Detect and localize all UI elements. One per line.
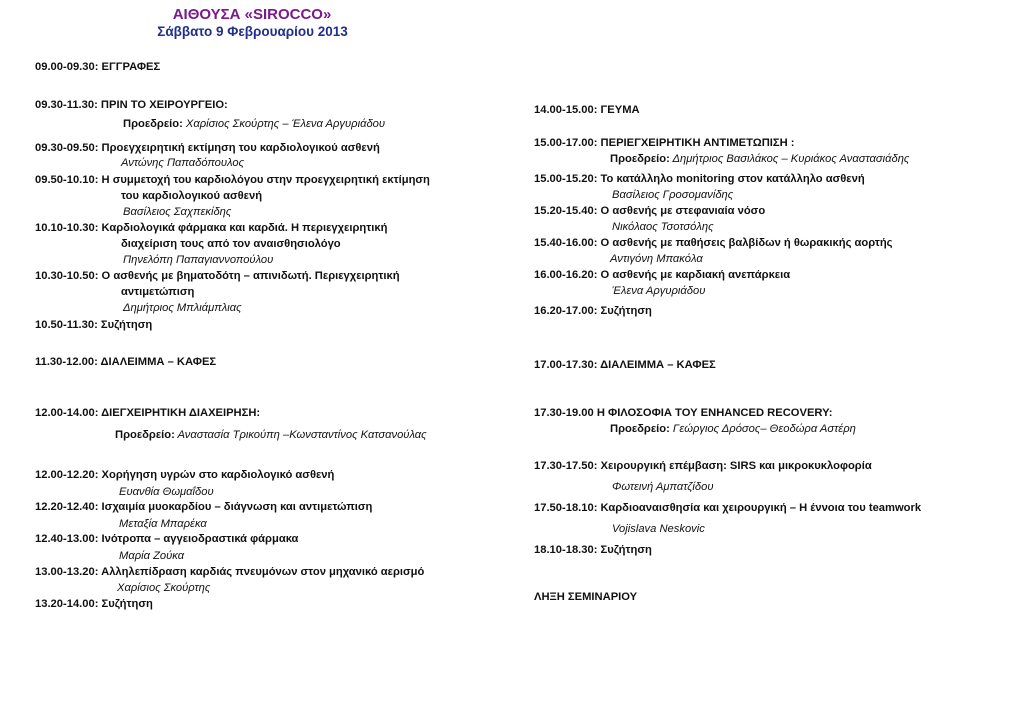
speaker-name: Ευανθία Θωμαΐδου [119,486,214,498]
chairs-names: Δημήτριος Βασιλάκος – Κυριάκος Αναστασιάδης [669,153,910,165]
session-line: 16.00-16.20: Ο ασθενής με καρδιακή ανεπάρκεια [534,269,791,281]
chairs-line [610,422,856,437]
session-line: 09.30-11.30: ΠΡΙΝ ΤΟ ΧΕΙΡΟΥΡΓΕΙΟ: [35,99,228,111]
hall-title: ΑΙΘΟΥΣΑ «SIROCCO» [172,6,332,23]
chairs-names: Χαρίσιος Σκούρτης – Έλενα Αργυριάδου [182,118,386,130]
chairs-line [610,152,909,167]
session-line: 17.30-17.50: Χειρουργική επέμβαση: SIRS και μικροκυκλοφορία [534,460,872,472]
session-line: 12.20-12.40: Ισχαιμία μυοκαρδίου – διάγνωση και αντιμετώπιση [35,501,373,513]
session-line: ΛΗΞΗ ΣΕΜΙΝΑΡΙΟΥ [534,591,638,603]
chairs-label: Προεδρείο: [610,423,670,435]
session-line: 13.00-13.20: Αλληλεπίδραση καρδιάς πνευμόνων στον μηχανικό αερισμό [35,566,425,578]
session-line: 16.20-17.00: Συζήτηση [534,305,652,317]
session-line: 18.10-18.30: Συζήτηση [534,544,652,556]
session-line: 17.50-18.10: Καρδιοαναισθησία και χειρουργική – Η έννοια του teamwork [534,502,922,514]
session-line: 09.00-09.30: ΕΓΓΡΑΦΕΣ [35,61,161,73]
chairs-label: Προεδρείο: [123,118,183,130]
session-line: 17.30-19.00 Η ΦΙΛΟΣΟΦΙΑ ΤΟΥ ENHANCED RECOVERY: [534,407,833,419]
session-line: αντιμετώπιση [121,286,195,298]
speaker-name: Αντώνης Παπαδόπουλος [121,157,245,169]
session-line: 15.20-15.40: Ο ασθενής με στεφανιαία νόσο [534,205,766,217]
session-line: διαχείριση τους από τον αναισθησιολόγο [121,238,341,250]
speaker-name: Έλενα Αργυριάδου [612,285,706,297]
session-line: 09.30-09.50: Προεγχειρητική εκτίμηση του καρδιολογικού ασθενή [35,142,380,154]
chairs-label: Προεδρείο: [115,429,175,441]
speaker-name: Χαρίσιος Σκούρτης [117,582,211,594]
chairs-label: Προεδρείο: [610,153,670,165]
session-line: 13.20-14.00: Συζήτηση [35,598,153,610]
session-line: 10.10-10.30: Καρδιολογικά φάρμακα και καρδιά. Η περιεγχειρητική [35,222,388,234]
speaker-name: Βασίλειος Γροσομανίδης [612,189,734,201]
speaker-name: Μεταξία Μπαρέκα [119,518,207,530]
session-line: 12.00-14.00: ΔΙΕΓΧΕΙΡΗΤΙΚΗ ΔΙΑΧΕΙΡΗΣΗ: [35,407,261,419]
session-line: 15.40-16.00: Ο ασθενής με παθήσεις βαλβίδων ή θωρακικής αορτής [534,237,893,249]
speaker-name: Βασίλειος Σαχπεκίδης [123,206,232,218]
chairs-line [115,428,427,443]
session-line: 12.40-13.00: Ινότροπα – αγγειοδραστικά φάρμακα [35,533,299,545]
speaker-name: Δημήτριος Μπλιάμπλιας [123,302,242,314]
speaker-name: Νικόλαος Τσοτσόλης [612,221,714,233]
session-line: του καρδιολογικού ασθενή [121,190,263,202]
speaker-name: Vojislava Neskovic [612,523,705,535]
speaker-name: Αντιγόνη Μπακόλα [610,253,703,265]
session-line: 10.50-11.30: Συζήτηση [35,319,153,331]
speaker-name: Μαρία Ζούκα [119,550,185,562]
session-line: 15.00-15.20: Το κατάλληλο monitoring στον κατάλληλο ασθενή [534,173,865,185]
event-date: Σάββατο 9 Φεβρουαρίου 2013 [157,24,348,39]
speaker-name: Πηνελόπη Παπαγιαννοπούλου [123,254,274,266]
session-line: 17.00-17.30: ΔΙΑΛΕΙΜΜΑ – ΚΑΦΕΣ [534,359,716,371]
session-line: 14.00-15.00: ΓΕΥΜΑ [534,104,640,116]
chairs-line [123,117,385,132]
speaker-name: Φωτεινή Αμπατζίδου [612,481,714,493]
chairs-names: Γεώργιος Δρόσος– Θεοδώρα Αστέρη [669,423,856,435]
chairs-names: Αναστασία Τρικούπη –Κωνσταντίνος Κατσανούλας [174,429,427,441]
session-line: 10.30-10.50: Ο ασθενής με βηματοδότη – απινιδωτή. Περιεγχειρητική [35,270,400,282]
session-line: 15.00-17.00: ΠΕΡΙΕΓΧΕΙΡΗΤΙΚΗ ΑΝΤΙΜΕΤΩΠΙΣΗ : [534,137,795,149]
session-line: 09.50-10.10: Η συμμετοχή του καρδιολόγου στην προεγχειρητική εκτίμηση [35,174,430,186]
session-line: 11.30-12.00: ΔΙΑΛΕΙΜΜΑ – ΚΑΦΕΣ [35,356,217,368]
session-line: 12.00-12.20: Χορήγηση υγρών στο καρδιολογικό ασθενή [35,469,335,481]
